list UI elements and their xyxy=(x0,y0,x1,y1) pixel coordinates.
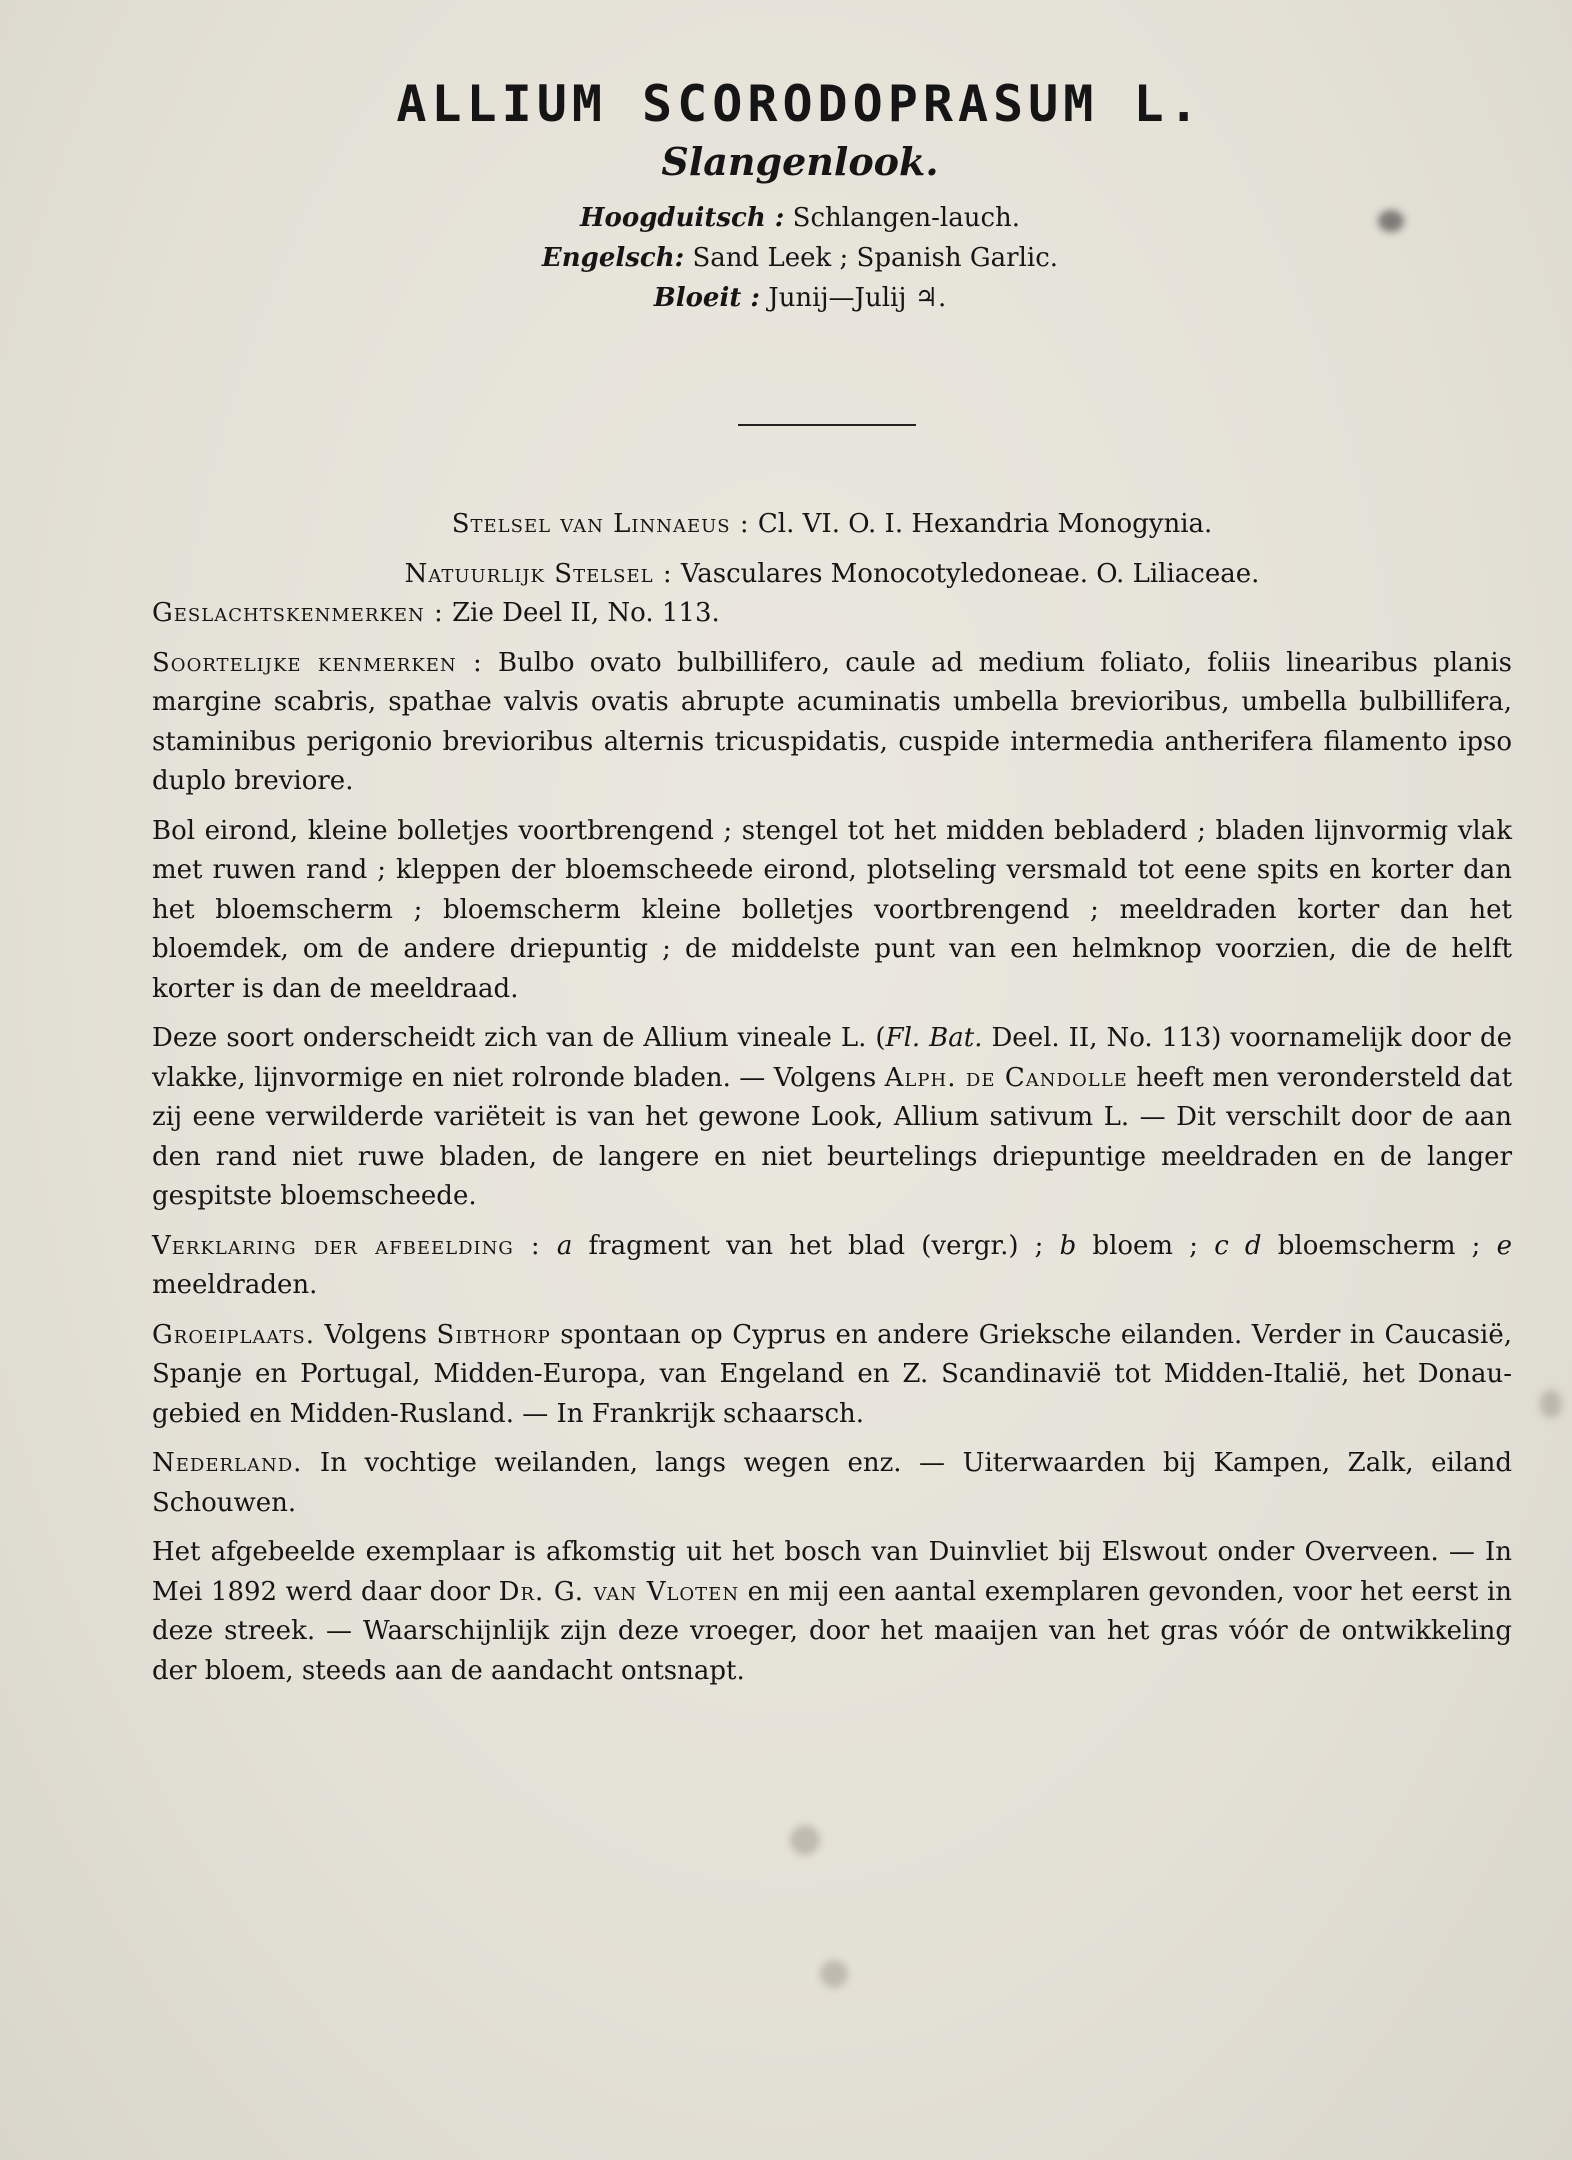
paper-stain xyxy=(1540,1390,1562,1418)
figure-text-2: bloem ; xyxy=(1076,1230,1215,1261)
flowering-line xyxy=(300,278,1300,318)
diff-text-3: heeft men verondersteld dat zij eene verwilderde variëteit is van het gewone Look, Allium sativum L. — Dit verschilt door de aan den rand niet ruwe bladen, de langere en niet beurtelings driepuntige meeldraden en de langer gespitste bloemscheede. xyxy=(152,1062,1513,1211)
differentiation xyxy=(152,1019,1512,1217)
english-name-line xyxy=(300,238,1300,278)
english-label: Engelsch: xyxy=(541,243,685,273)
habitat-text-2: spontaan op Cyprus en andere Grieksche eilanden. Verder in Caucasië, Spanje en Portugal, Midden-Europa, van Engeland en Z. Scandinavië tot Midden-Italië, het Donau-gebied en Midden-Rusland. — In Frankrijk schaarsch. xyxy=(152,1319,1512,1429)
genus-text: Zie Deel II, No. 113. xyxy=(452,598,720,628)
species-title: ALLIUM SCORODOPRASUM L. xyxy=(396,75,1204,133)
netherlands-text: In vochtige weilanden, langs wegen enz. — Uiterwaarden bij Kampen, Zalk, eiland Schouwen. xyxy=(152,1448,1512,1518)
figure-key-cd: c d xyxy=(1214,1230,1262,1261)
diff-text-1: Deze soort onderscheidt zich van de Allium vineale L. ( xyxy=(152,1023,886,1053)
page-header xyxy=(300,70,1300,318)
dutch-description: Bol eirond, kleine bolletjes voortbrengend ; stengel tot het midden bebladerd ; bladen lijnvormig vlak met ruwen rand ; kleppen der bloemscheede eirond, plotseling versmald tot eene spits en korter dan het bloemscherm ; bloemscherm kleine bolletjes voortbrengend ; meeldraden korter dan het bloemdek, om de andere driepuntig ; de middelste punt van een helmknop voorzien, die de helft korter is dan de meeldraad. xyxy=(152,815,1512,1004)
figure-explanation xyxy=(152,1227,1512,1306)
author-name: Alph. de Candolle xyxy=(884,1062,1128,1093)
figure-text-4: meeldraden. xyxy=(152,1270,318,1300)
figure-key-e: e xyxy=(1496,1230,1512,1261)
german-value: Schlangen-lauch. xyxy=(792,203,1021,233)
figure-text-1: fragment van het blad (vergr.) ; xyxy=(572,1230,1060,1261)
common-name: Slangenlook. xyxy=(661,139,939,184)
species-label: Soortelijke kenmerken : xyxy=(152,647,483,678)
diff-text-2: Deel. II, No. 113) voornamelijk door de vlakke, lijnvormige en niet rolronde bladen. — Volgens xyxy=(152,1023,1512,1093)
paper-stain xyxy=(790,1825,820,1855)
habitat-text-1: Volgens xyxy=(315,1319,437,1350)
natural-system xyxy=(152,555,1512,595)
paper-stain xyxy=(1378,210,1404,232)
flora-reference: Fl. Bat. xyxy=(885,1023,983,1053)
netherlands-distribution xyxy=(152,1444,1512,1523)
main-text xyxy=(152,505,1512,1701)
figure-text-3: bloemscherm ; xyxy=(1261,1230,1497,1261)
habitat xyxy=(152,1316,1512,1435)
species-text: Bulbo ovato bulbillifero, caule ad medium foliato, foliis linearibus planis margine scabris, spathae valvis ovatis abrupte acuminatis umbella brevioribus, umbella bulbillifera, staminibus perigonio brevioribus alternis tricuspidatis, cuspide intermedia antherifera filamento ipso duplo breviore. xyxy=(152,647,1512,796)
netherlands-label: Nederland. xyxy=(152,1448,303,1478)
specimen-text-1: Het afgebeelde exemplaar is afkomstig uit het bosch van Duinvliet bij Elswout onder Overveen. — In Mei 1892 werd daar door xyxy=(152,1537,1512,1607)
figure-label: Verklaring der afbeelding : xyxy=(152,1230,541,1261)
flowering-value: Junij—Julij ♃. xyxy=(768,283,947,313)
linnaeus-label: Stelsel van Linnaeus : xyxy=(451,509,750,539)
specimen-note xyxy=(152,1533,1512,1691)
linnaeus-text: Cl. VI. O. I. Hexandria Monogynia. xyxy=(757,509,1213,539)
flowering-label: Bloeit : xyxy=(653,283,760,313)
specimen-collector: Dr. G. van Vloten xyxy=(498,1576,740,1607)
figure-key-b: b xyxy=(1059,1230,1077,1261)
specimen-text-2: en mij een aantal exemplaren gevonden, voor het eerst in deze streek. — Waarschijnlijk zijn deze vroeger, door het maaijen van het gras vóór de ontwikkeling der bloem, steeds aan de aandacht ontsnapt. xyxy=(152,1576,1512,1686)
german-label: Hoogduitsch : xyxy=(579,203,785,233)
habitat-label: Groeiplaats. xyxy=(152,1319,316,1350)
english-value: Sand Leek ; Spanish Garlic. xyxy=(692,243,1059,273)
genus-label: Geslachtskenmerken : xyxy=(152,598,444,628)
natural-label: Natuurlijk Stelsel : xyxy=(404,558,673,589)
figure-key-a: a xyxy=(556,1230,573,1261)
paper-stain xyxy=(820,1960,848,1988)
genus-characters xyxy=(152,594,1512,634)
divider-rule xyxy=(738,424,916,426)
linnaeus-system xyxy=(152,505,1512,545)
german-name-line xyxy=(300,198,1300,238)
natural-text: Vasculares Monocotyledoneae. O. Liliaceae. xyxy=(680,558,1260,589)
species-characters xyxy=(152,644,1512,802)
habitat-author: Sibthorp xyxy=(436,1319,551,1350)
